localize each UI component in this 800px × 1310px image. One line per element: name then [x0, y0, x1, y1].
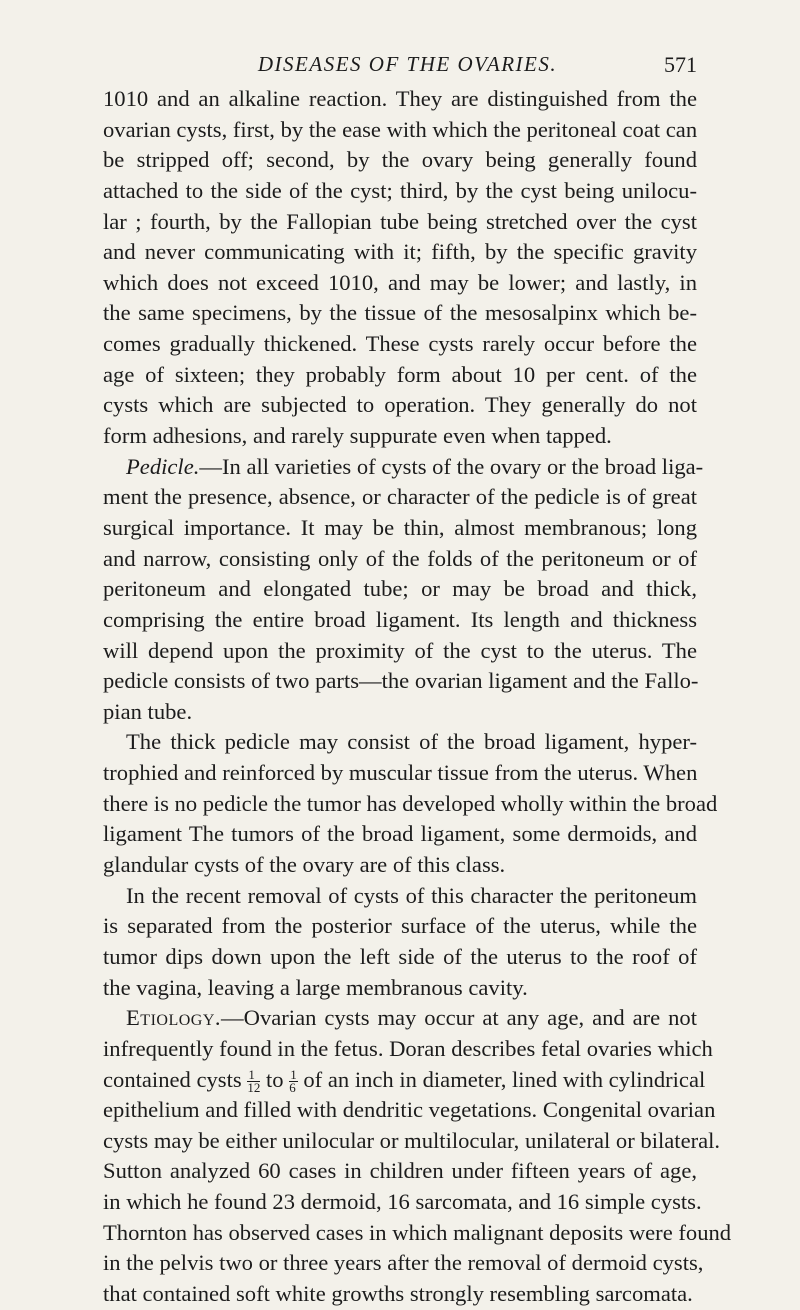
text-line: Sutton analyzed 60 cases in children under fifteen years of age, — [103, 1158, 697, 1184]
section-heading-etiology: Etiology. — [126, 1005, 222, 1031]
page-header — [118, 52, 697, 82]
text-line: tumor dips down upon the left side of the uterus to the roof of — [103, 943, 697, 969]
text-line: attached to the side of the cyst; third, by the cyst being unilocu- — [103, 177, 697, 203]
text-span: —Ovarian cysts may occur at any age, and are not — [221, 1005, 697, 1031]
text-line: in the pelvis two or three years after the removal of dermoid cysts, — [103, 1250, 704, 1276]
text-line: in which he found 23 dermoid, 16 sarcomata, and 16 simple cysts. — [103, 1189, 702, 1215]
text-line: infrequently found in the fetus. Doran describes fetal ovaries which — [103, 1035, 713, 1061]
text-line: ment the presence, absence, or character of the pedicle is of great — [103, 484, 697, 510]
page-body — [103, 84, 732, 1310]
text-line: In the recent removal of cysts of this character the peritoneum — [126, 882, 697, 908]
text-line: surgical importance. It may be thin, almost membranous; long — [103, 514, 697, 540]
text-line: be stripped off; second, by the ovary being generally found — [103, 147, 697, 173]
text-span: —In all varieties of cysts of the ovary or the broad liga- — [199, 453, 704, 479]
text-span: contained cysts — [103, 1066, 242, 1092]
text-line: trophied and reinforced by muscular tissue from the uterus. When — [103, 760, 698, 786]
text-line: pedicle consists of two parts—the ovarian ligament and the Fallo- — [103, 668, 699, 694]
text-line: the vagina, leaving a large membranous cavity. — [103, 974, 528, 1000]
text-line: which does not exceed 1010, and may be lower; and lastly, in — [103, 269, 697, 295]
text-line: comes gradually thickened. These cysts rarely occur before the — [103, 331, 697, 357]
text-line: Thornton has observed cases in which malignant deposits were found — [103, 1219, 732, 1245]
text-line: peritoneum and elongated tube; or may be broad and thick, — [103, 576, 697, 602]
text-line: the same specimens, by the tissue of the mesosalpinx which be- — [103, 300, 697, 326]
section-heading-pedicle: Pedicle. — [126, 453, 200, 479]
text-span: to — [265, 1066, 284, 1092]
text-line: age of sixteen; they probably form about 10 per cent. of the — [103, 361, 697, 387]
text-line: will depend upon the proximity of the cyst to the uterus. The — [103, 637, 697, 663]
text-line: that contained soft white growths strongly resembling sarcomata. — [103, 1280, 693, 1306]
text-line: and never communicating with it; fifth, by the specific gravity — [103, 239, 697, 265]
text-span: of an inch in diameter, lined with cylindrical — [303, 1066, 706, 1092]
text-line: cysts which are subjected to operation. They generally do not — [103, 392, 697, 418]
fraction-one-twelfth: $\frac{1}{12}$ — [247, 1066, 261, 1095]
text-line — [103, 452, 704, 483]
text-line: glandular cysts of the ovary are of this class. — [103, 852, 506, 878]
running-head: DISEASES OF THE OVARIES. — [257, 52, 558, 76]
paragraph-etiology — [103, 1003, 732, 1309]
paragraph-thick-pedicle — [103, 727, 718, 880]
paragraph-recent-removal — [103, 881, 697, 1004]
text-line — [103, 1003, 697, 1034]
paragraph-parovarian-cysts — [103, 84, 697, 452]
text-line: ovarian cysts, first, by the ease with which the peritoneal coat can — [103, 116, 698, 142]
paragraph-pedicle — [103, 452, 704, 728]
text-line: 1010 and an alkaline reaction. They are distinguished from the — [103, 86, 697, 111]
text-line: there is no pedicle the tumor has developed wholly within the broad — [103, 790, 718, 816]
text-line: comprising the entire broad ligament. Its length and thickness — [103, 606, 697, 632]
text-line: The thick pedicle may consist of the broad ligament, hyper- — [126, 729, 697, 755]
fraction-one-sixth: $\frac{1}{6}$ — [289, 1066, 297, 1095]
text-line: form adhesions, and rarely suppurate even when tapped. — [103, 423, 612, 449]
text-line: cysts may be either unilocular or multilocular, unilateral or bilateral. — [103, 1127, 721, 1153]
text-line — [103, 1065, 706, 1096]
text-line: and narrow, consisting only of the folds of the peritoneum or of — [103, 545, 697, 571]
text-line: ligament The tumors of the broad ligament, some dermoids, and — [103, 821, 697, 847]
text-line: pian tube. — [103, 698, 193, 724]
text-line: lar ; fourth, by the Fallopian tube being stretched over the cyst — [103, 208, 697, 234]
text-line: is separated from the posterior surface of the uterus, while the — [103, 913, 697, 939]
page-number: 571 — [664, 52, 697, 77]
text-line: epithelium and filled with dendritic vegetations. Congenital ovarian — [103, 1097, 716, 1123]
